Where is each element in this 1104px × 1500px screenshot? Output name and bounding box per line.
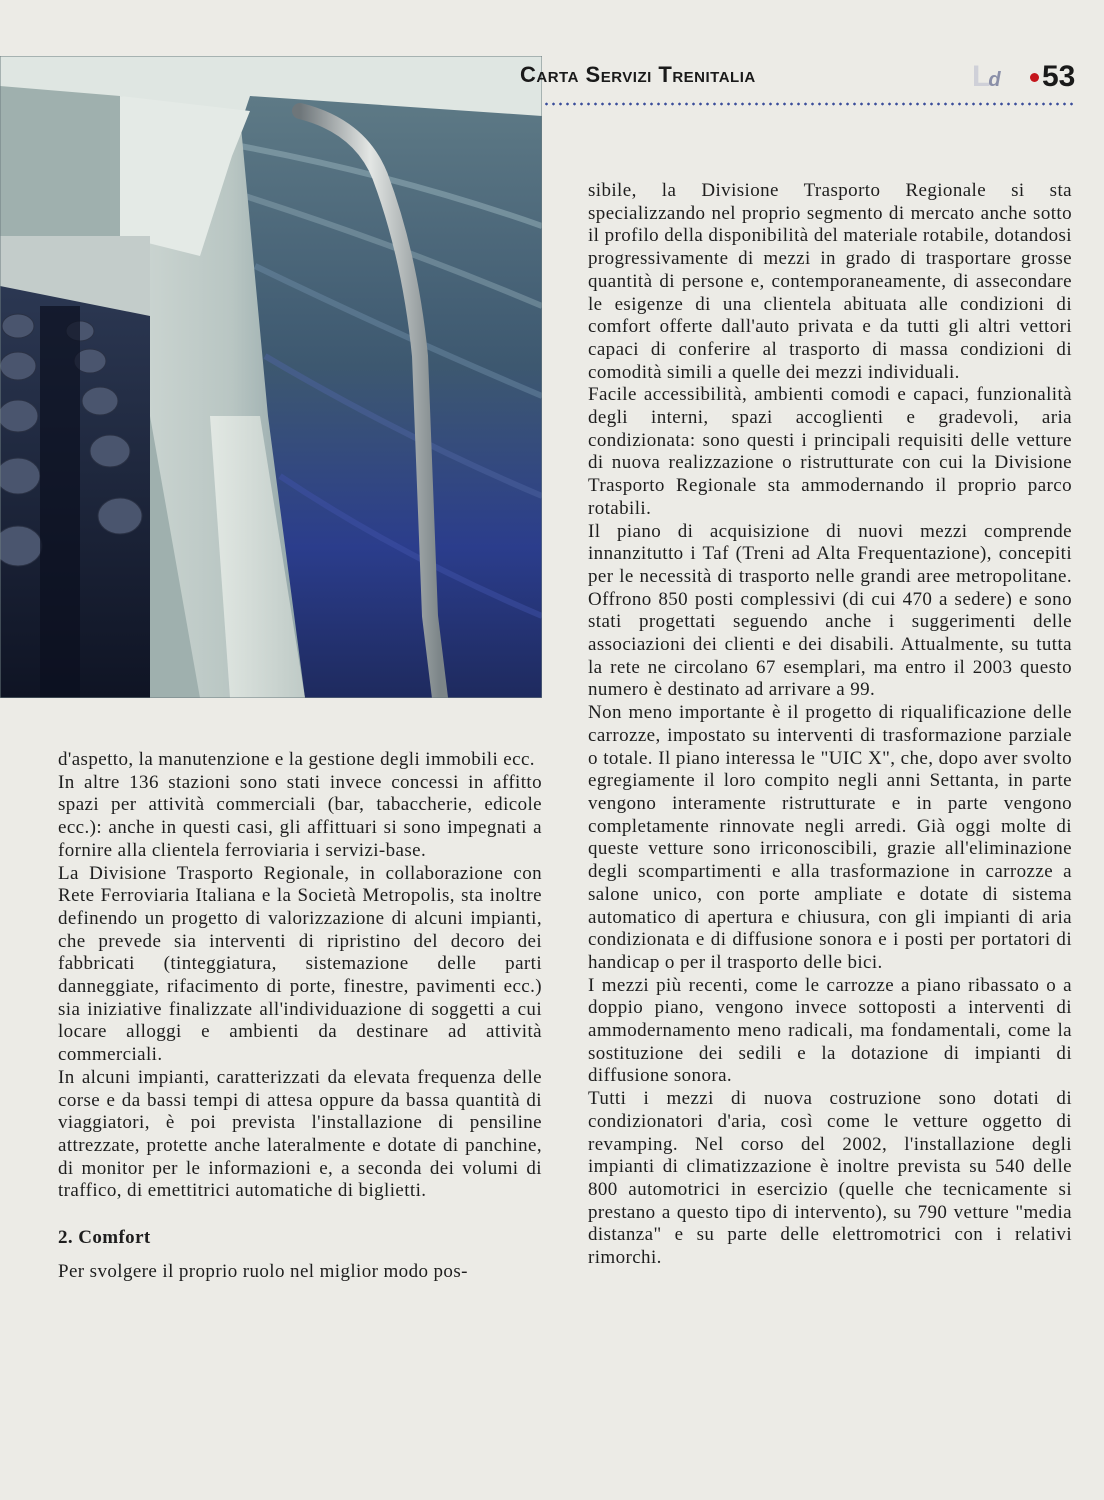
paragraph: d'aspetto, la manutenzione e la gestione degli immobili ecc.	[58, 749, 535, 770]
paragraph: In altre 136 stazioni sono stati invece concessi in affitto spazi per attività commerciali (bar, tabaccherie, edicole ecc.): anche in questi casi, gli affittuari si sono impegnati a fornire alla clientela ferroviaria i servizi-base.	[58, 771, 542, 861]
paragraph: Tutti i mezzi di nuova costruzione sono dotati di condizionatori d'aria, così come le vetture oggetto di revamping. Nel corso del 2002, l'installazione degli impianti di climatizzazione è inoltre prevista su 540 delle 800 automotrici in esercizio (quelle che tecnicamente si prestano a questo tipo di intervento), su 790 vetture "media distanza" e su parte delle elettromotrici con i relativi rimorchi.	[588, 1088, 1072, 1269]
bullet-dot-icon	[1030, 73, 1039, 82]
paragraph: Il piano di acquisizione di nuovi mezzi comprende innanzitutto i Taf (Treni ad Alta Frequentazione), concepiti per le necessità di trasporto nelle grandi aree metropolitane. Offrono 850 posti complessivi (di cui 470 a sedere) e sono stati progettati seguendo anche i suggerimenti delle associazioni dei clienti e dei disabili. Attualmente, su tutta la rete ne circolano 67 esemplari, ma entro il 2003 questo numero è destinato ad arrivare a 99.	[588, 520, 1072, 701]
paragraph: In alcuni impianti, caratterizzati da elevata frequenza delle corse e da bassi tempi di attesa oppure da bassa quantità di viaggiatori, è poi prevista l'installazione di pensiline attrezzate, protette anche lateralmente e dotate di panchine, di monitor per le informazioni e, a seconda dei volumi di traffico, di emettitrici automatiche di biglietti.	[58, 1066, 542, 1202]
paragraph: La Divisione Trasporto Regionale, in collaborazione con Rete Ferroviaria Italiana e la Società Metropolis, sta inoltre definendo un progetto di valorizzazione di alcuni impianti, che prevede sia interventi di ripristino del decoro dei fabbricati (tinteggiatura, sistemazione delle parti danneggiate, rifacimento di porte, finestre, pavimenti ecc.) sia iniziative finalizzate all'individuazione di soggetti a cui locare alloggi e ambienti da destinare ad attività commerciali.	[58, 862, 542, 1066]
train-interior-photo	[0, 56, 542, 698]
section-title: Carta Servizi Trenitalia	[520, 62, 756, 87]
page-number: 53	[1042, 60, 1076, 93]
paragraph: Per svolgere il proprio ruolo nel miglior modo pos-	[58, 1260, 468, 1282]
paragraph: Non meno importante è il progetto di riqualificazione delle carrozze, impostato su interventi di trasformazione parziale o totale. Il piano interessa le "UIC X", che, dopo aver svolto egregiamente il loro compito negli anni Settanta, in parte vengono interamente ristrutturate e in parte vengono completamente rinnovate negli arredi. Già oggi molte di queste vetture sono irriconoscibili, grazie all'eliminazione degli scompartimenti e alla trasformazione in carrozze a salone unico, con porte ampliate e dotate di sistema automatico di apertura e chiusura, con gli impianti di aria condizionata e di diffusione sonora e i posti per portatori di handicap o per il trasporto delle bici.	[588, 702, 1072, 973]
paragraph: sibile, la Divisione Trasporto Regionale si sta specializzando nel proprio segmento di mercato anche sotto il profilo della disponibilità del materiale rotabile, dotandosi progressivamente di mezzi in grado di trasportare grosse quantità di persone e, contemporaneamente, di assecondare le esigenze di una clientela abituata alle condizioni di comfort offerte dall'auto privata e da tutti gli altri vettori capaci di conferire al trasporto di massa condizioni di comodità simili a quelle dei mezzi individuali.	[588, 180, 1072, 383]
paragraph: Facile accessibilità, ambienti comodi e capaci, funzionalità degli interni, spazi accoglienti e gradevoli, aria condizionata: sono questi i principali requisiti delle vetture di nuova realizzazione o ristrutturate con cui la Divisione Trasporto Regionale sta ammodernando il proprio parco rotabili.	[588, 384, 1072, 519]
page-header	[520, 60, 1075, 100]
section-heading: 2. Comfort	[58, 1227, 151, 1249]
magazine-logo: Ld	[972, 60, 999, 93]
left-column	[58, 749, 542, 1283]
dotted-divider	[543, 102, 1076, 106]
paragraph: I mezzi più recenti, come le carrozze a piano ribassato o a doppio piano, vengono invece sottoposti a interventi di ammodernamento meno radicali, ma fondamentali, come la sostituzione dei sedili e la dotazione di impianti di diffusione sonora.	[588, 974, 1072, 1087]
right-column	[588, 180, 1072, 1270]
